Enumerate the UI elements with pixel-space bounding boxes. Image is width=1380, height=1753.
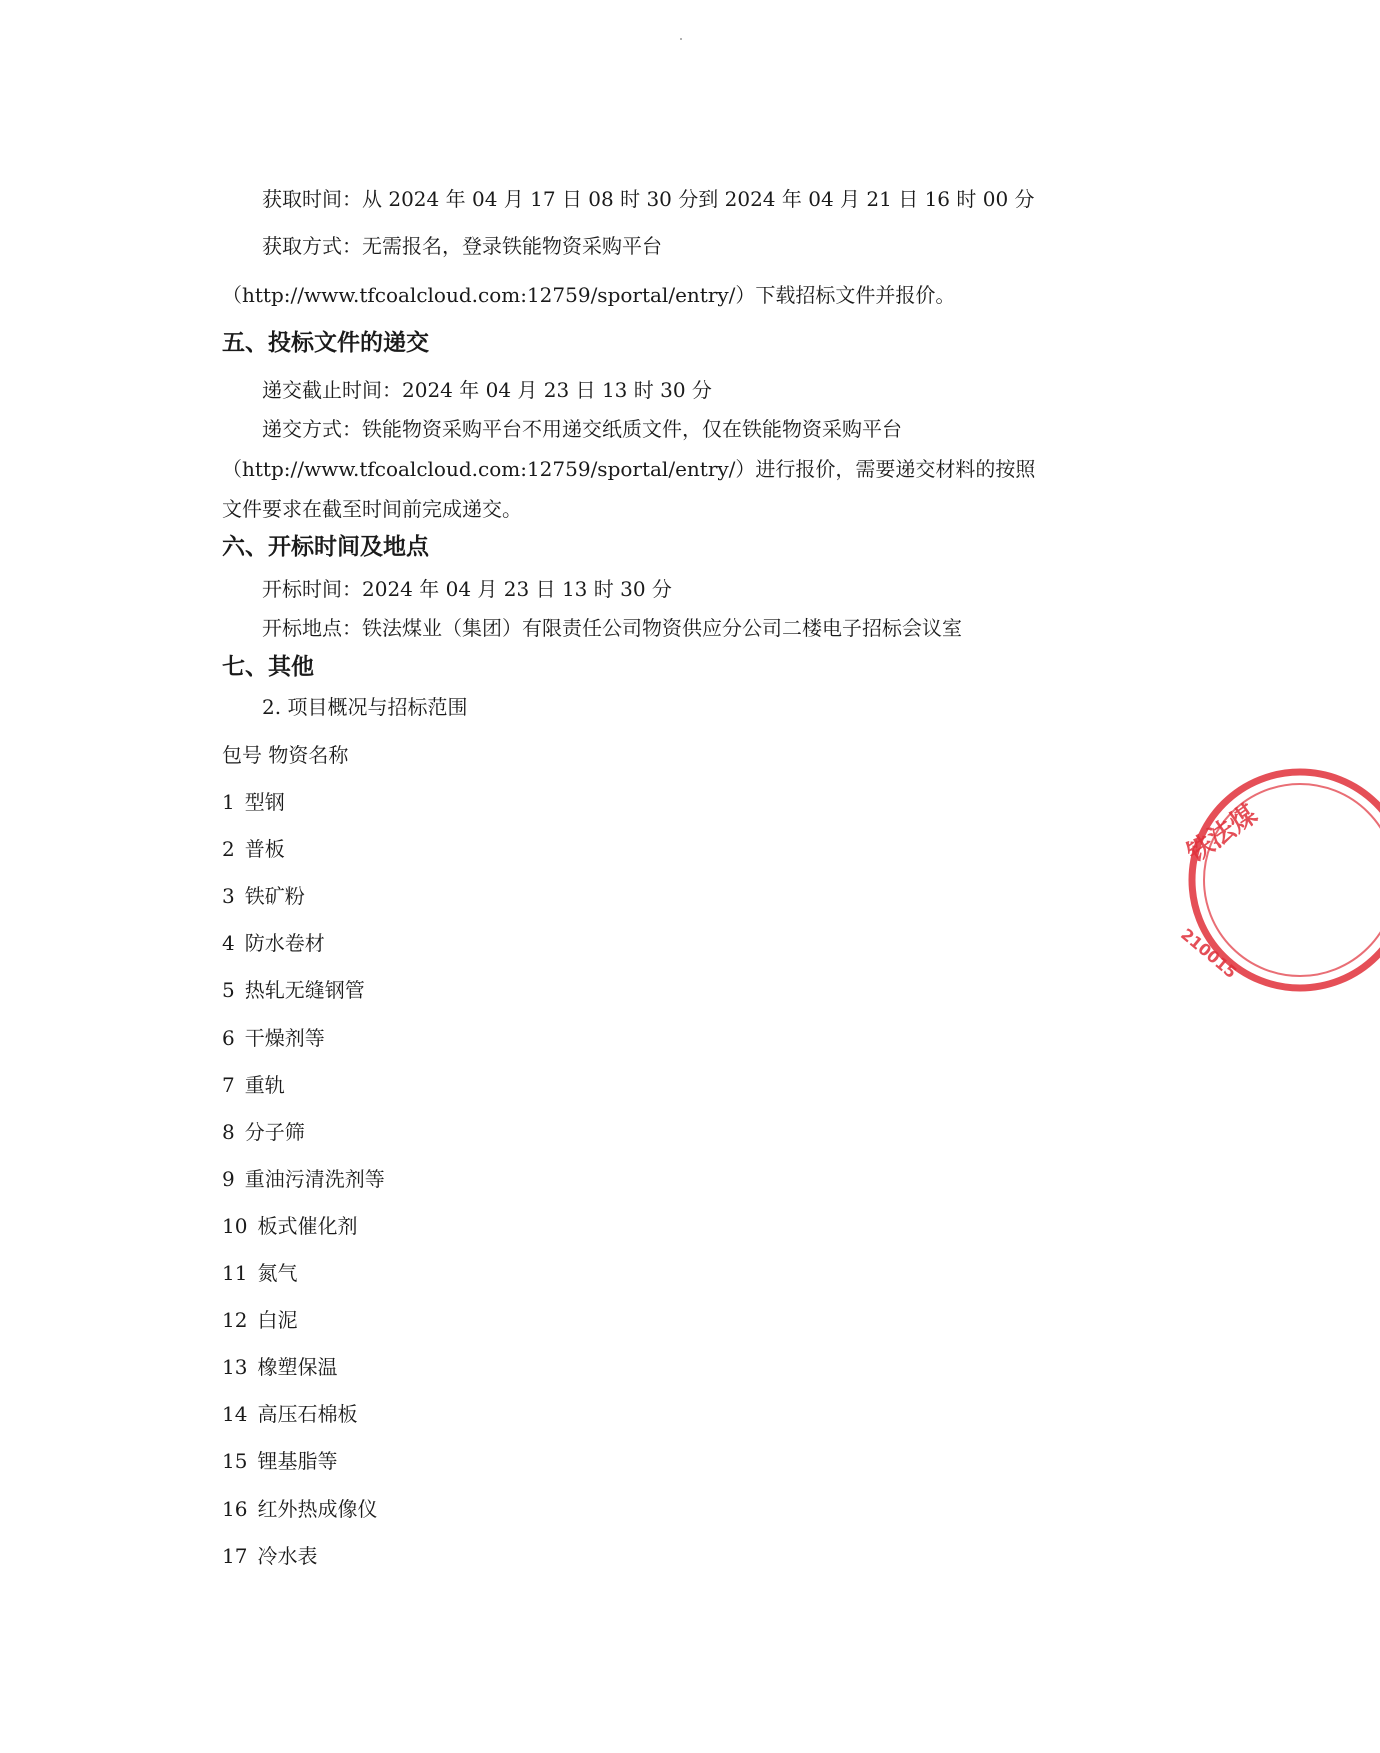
item-number: 4: [222, 931, 235, 956]
list-item: [222, 1212, 357, 1240]
scan-speck: [680, 38, 682, 40]
project-overview-subheading: 2. 项目概况与招标范围: [262, 695, 468, 719]
item-name: 热轧无缝钢管: [244, 978, 365, 1003]
item-name: 重轨: [244, 1072, 285, 1097]
svg-text:铁法煤: 铁法煤: [1181, 799, 1263, 869]
opening-place: 开标地点：铁法煤业（集团）有限责任公司物资供应分公司二楼电子招标会议室: [262, 616, 962, 640]
item-number: 3: [222, 884, 235, 909]
item-number: 11: [222, 1261, 248, 1285]
acquisition-time: 获取时间：从 2024 年 04 月 17 日 08 时 30 分到 2024 年 04 月 21 日 16 时 00 分: [262, 187, 1035, 211]
list-item: [222, 1542, 317, 1570]
item-name: 氮气: [257, 1261, 298, 1285]
list-item: [222, 1259, 297, 1287]
list-item: [222, 1447, 337, 1475]
svg-text:210015: 210015: [1177, 924, 1241, 983]
item-number: 8: [222, 1119, 235, 1144]
submission-url: （http://www.tfcoalcloud.com:12759/sportal/entry/）进行报价，需要递交材料的按照: [222, 457, 1036, 481]
item-number: 10: [222, 1213, 248, 1238]
list-item: [222, 1353, 337, 1381]
item-name: 重油污清洗剂等: [244, 1166, 385, 1191]
item-name: 冷水表: [257, 1543, 318, 1568]
item-name: 铁矿粉: [244, 884, 305, 909]
item-number: 14: [222, 1402, 248, 1427]
item-name: 橡塑保温: [257, 1355, 338, 1380]
item-number: 5: [222, 978, 235, 1003]
item-number: 1: [222, 790, 235, 814]
list-item: [222, 1071, 285, 1099]
item-number: 17: [222, 1543, 248, 1568]
list-item: [222, 1165, 385, 1193]
acquisition-method: 获取方式：无需报名，登录铁能物资采购平台: [262, 234, 662, 258]
item-name: 防水卷材: [244, 931, 325, 956]
list-item: [222, 976, 365, 1004]
list-item: [222, 1400, 357, 1428]
item-name: 型钢: [244, 790, 285, 814]
opening-time: 开标时间：2024 年 04 月 23 日 13 时 30 分: [262, 577, 672, 601]
item-name: 白泥: [257, 1308, 298, 1333]
item-name: 锂基脂等: [257, 1449, 338, 1474]
item-number: 12: [222, 1308, 248, 1333]
item-number: 6: [222, 1025, 235, 1050]
items-table-header: 包号 物资名称: [222, 743, 349, 767]
list-item: [222, 1306, 297, 1334]
item-name: 干燥剂等: [244, 1025, 325, 1050]
item-number: 9: [222, 1166, 235, 1191]
submission-method: 递交方式：铁能物资采购平台不用递交纸质文件，仅在铁能物资采购平台: [262, 417, 902, 441]
list-item: [222, 929, 325, 957]
item-number: 13: [222, 1355, 248, 1380]
item-name: 分子筛: [244, 1119, 305, 1144]
list-item: [222, 1495, 377, 1523]
section-6-heading: 六、开标时间及地点: [222, 534, 429, 560]
list-item: [222, 788, 285, 816]
submission-tail: 文件要求在截至时间前完成递交。: [222, 497, 522, 521]
list-item: [222, 1118, 305, 1146]
item-number: 15: [222, 1449, 248, 1474]
item-name: 普板: [244, 837, 285, 862]
item-name: 高压石棉板: [257, 1402, 358, 1427]
item-name: 红外热成像仪: [257, 1496, 378, 1521]
list-item: [222, 1024, 325, 1052]
section-7-heading: 七、其他: [222, 654, 314, 680]
section-5-heading: 五、投标文件的递交: [222, 330, 429, 356]
item-number: 7: [222, 1072, 235, 1097]
list-item: [222, 835, 285, 863]
list-item: [222, 882, 305, 910]
item-number: 16: [222, 1496, 248, 1521]
acquisition-url: （http://www.tfcoalcloud.com:12759/sportal/entry/）下载招标文件并报价。: [222, 283, 956, 307]
company-seal: [1177, 760, 1380, 1000]
item-name: 板式催化剂: [257, 1213, 358, 1238]
submission-deadline: 递交截止时间：2024 年 04 月 23 日 13 时 30 分: [262, 378, 712, 402]
item-number: 2: [222, 837, 235, 862]
